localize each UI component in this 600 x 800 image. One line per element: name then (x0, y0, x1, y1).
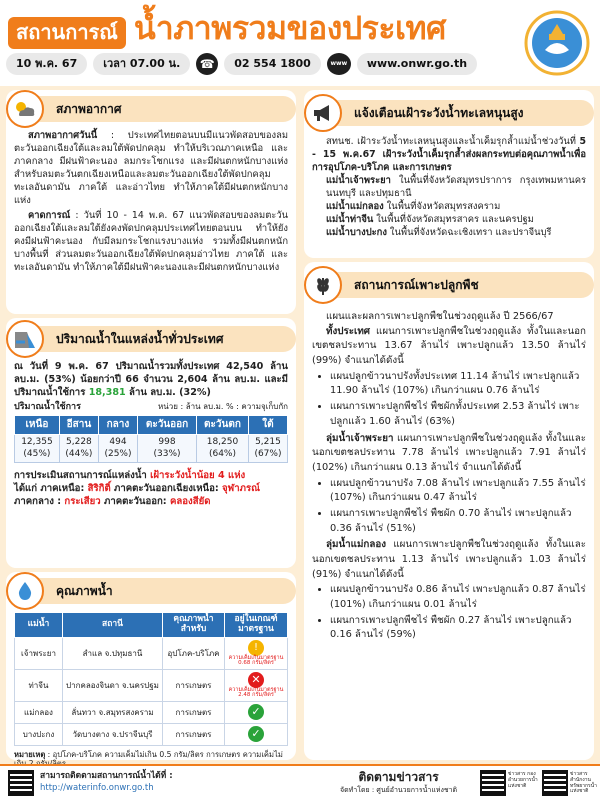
onwr-logo-icon (524, 6, 590, 80)
river-cell: เจ้าพระยา (15, 637, 63, 669)
quality-header (6, 574, 296, 608)
quality-card (6, 572, 296, 760)
water-quality-table (14, 612, 288, 746)
assess-b: ได้แก่ ภาคเหนือ: (14, 482, 88, 494)
title-main: น้ำภาพรวมของประเทศ (133, 9, 446, 47)
weather-title: สภาพอากาศ (26, 96, 296, 122)
river-cell: บางปะกง (15, 723, 63, 745)
list-item: • แผนการเพาะปลูกพืชไร่ พืชผักทั้งประเทศ 2.53 ล้านไร่ เพาะปลูกแล้ว 1.60 ล้านไร่ (63%) (330, 400, 594, 429)
tide-title: แจ้งเตือนเฝ้าระวังน้ำทะเลหนุนสูง (324, 100, 594, 126)
list-item: • แผนปลูกข้าวนาปรัง 7.08 ล้านไร่ เพาะปลูกแล้ว 7.55 ล้านไร่ (107%) เกินกว่าแผน 0.47 ล้านไร่ (330, 477, 594, 506)
dam-central: กระเสียว (64, 496, 101, 508)
region-header: ตะวันตก (197, 416, 249, 435)
table-caption (6, 400, 296, 413)
table-row (15, 669, 288, 701)
region-value: 5,215 (67%) (248, 434, 287, 462)
water-title: ปริมาณน้ำในแหล่งน้ำทั่วประเทศ (26, 326, 296, 352)
region-value: 494 (25%) (98, 434, 137, 462)
status-cell (225, 723, 288, 745)
river-cell: ท่าจีน (15, 669, 63, 701)
crops-chaophraya: ลุ่มน้ำเจ้าพระยา แผนการเพาะปลูกพืชในช่วงฤดูแล้ง ทั้งในและนอกเขตชลประทาน 7.78 ล้านไร่ เพาะปลูกแล้ว 7.91 ล้านไร่ (102%) เกินกว่าแผน 0.13 ล้านไร่ จำแนกได้ดังนี้ (312, 432, 586, 473)
crops-maeklong: ลุ่มน้ำแม่กลอง แผนการเพาะปลูกพืชในช่วงฤดูแล้ง ทั้งในและนอกเขตชลประทาน 1.13 ล้านไร่ เพาะปลูกแล้ว 1.03 ล้านไร่ (91%) จำแนกได้ดังนี้ (312, 539, 586, 580)
check-icon: ✓ (248, 704, 264, 720)
table-row (15, 637, 288, 669)
site-label: สามารถติดตามสถานการณ์น้ำได้ที่ : (40, 771, 173, 781)
weather-today (6, 126, 296, 208)
river-cell: แม่กลอง (15, 701, 63, 723)
list-item: แม่น้ำแม่กลอง ในพื้นที่จังหวัดสมุทรสงคราม (326, 200, 501, 212)
tide-intro (304, 130, 594, 175)
tide-intro-b: 5 - 15 พ.ค.67 เฝ้าระวังน้ำเค็มรุกล้ำส่งผลกระทบต่อคุณภาพน้ำเพื่อการอุปโภค-บริโภค และการเกษตร (312, 136, 586, 173)
status-cell (225, 637, 288, 669)
crops-country-list (304, 370, 594, 430)
water-summary-b: ล้าน ลบ.ม. (32%) (125, 387, 211, 399)
list-item: • แผนการเพาะปลูกพืชไร่ พืชผัก 0.70 ล้านไร่ เพาะปลูกแล้ว 0.36 ล้านไร่ (51%) (330, 507, 594, 536)
tide-list (304, 175, 594, 240)
phone-number[interactable]: 02 554 1800 (224, 53, 321, 74)
follow-title: ติดตามข่าวสาร (358, 770, 439, 784)
col-standard: อยู่ในเกณฑ์มาตรฐาน (225, 613, 288, 638)
crops-country: ทั้งประเทศ แผนการเพาะปลูกพืชในช่วงฤดูแล้ง ทั้งในและนอกเขตชลประทาน 13.67 ล้านไร่ เพาะปลูกแล้ว 13.50 ล้านไร่ (99%) จำแนกได้ดังนี้ (312, 325, 586, 367)
title-prefix: สถานการณ์ (8, 17, 126, 49)
use-cell: การเกษตร (163, 669, 225, 701)
table-header-row (15, 613, 288, 638)
list-item: • แผนปลูกข้าวนาปรังทั้งประเทศ 11.14 ล้านไร่ เพาะปลูกแล้ว 11.90 ล้านไร่ (107%) เกินกว่าแผน 0.76 ล้านไร่ (330, 370, 594, 399)
footer-follow (340, 769, 457, 795)
region-value: 5,228 (44%) (59, 434, 98, 462)
website-link[interactable]: www.onwr.go.th (357, 53, 477, 74)
footer (0, 764, 600, 800)
footer-site (40, 771, 173, 794)
table-header-row (15, 416, 288, 435)
usable-label: ปริมาณน้ำใช้การ (14, 401, 81, 412)
weather-forecast (6, 208, 296, 275)
site-url[interactable]: http://waterinfo.onwr.go.th (40, 782, 154, 793)
list-item: แม่น้ำเจ้าพระยา ในพื้นที่จังหวัดสมุทรปราการ กรุงเทพมหานคร นนทบุรี และปทุมธานี (326, 174, 586, 199)
region-header: กลาง (98, 416, 137, 435)
crops-chaophraya-list (304, 477, 594, 537)
usable-volume: 18,381 (88, 387, 126, 399)
header (0, 0, 600, 86)
warning-icon: ! (248, 640, 264, 656)
dam-east: คลองสียัด (169, 496, 211, 508)
weather-card (6, 90, 296, 314)
dam-icon (6, 320, 44, 358)
water-assessment (6, 465, 296, 509)
remark-text: : อุปโภค-บริโภค ความเค็มไม่เกิน 0.5 กรัม/ลิตร การเกษตร ความเค็มไม่ (47, 749, 283, 759)
region-value: 18,250 (64%) (197, 434, 249, 462)
dam-northeast: จุฬาภรณ์ (222, 482, 260, 494)
station-cell: วัดบางตาง จ.ปราจีนบุรี (63, 723, 163, 745)
tide-intro-a: สทนช. เฝ้าระวังน้ำทะเลหนุนสูงและน้ำเค็มรุกล้ำแม่น้ำช่วงวันที่ (326, 136, 580, 147)
status-note: ความเค็มเกินมาตรฐาน 0.68 กรัม/ลิตร (228, 654, 284, 667)
quality-title: คุณภาพน้ำ (26, 578, 296, 604)
crops-maeklong-list (304, 583, 594, 643)
crops-intro: แผนและผลการเพาะปลูกพืชในช่วงฤดูแล้ง ปี 2566/67 (326, 311, 554, 322)
globe-icon: www (327, 53, 351, 75)
col-station: สถานี (63, 613, 163, 638)
cloud-sun-icon (6, 90, 44, 128)
list-item: แม่น้ำท่าจีน ในพื้นที่จังหวัดสมุทรสาคร และนครปฐม (326, 213, 534, 225)
time-badge: เวลา 07.00 น. (93, 53, 190, 74)
assess-c: ภาคตะวันออกเฉียงเหนือ: (110, 482, 223, 494)
list-item: • แผนปลูกข้าวนาปรัง 0.86 ล้านไร่ เพาะปลูกแล้ว 0.87 ล้านไร่ (101%) เกินกว่าแผน 0.01 ล้านไร่ (330, 583, 594, 612)
crops-card (304, 262, 594, 760)
qr-code-icon[interactable] (480, 770, 506, 796)
weather-header (6, 92, 296, 126)
region-value: 12,355 (45%) (15, 434, 60, 462)
region-water-table (14, 415, 288, 463)
unit-note: หน่วย : ล้าน ลบ.ม. % : ความจุเก็บกัก (157, 401, 288, 411)
today-text: : ประเทศไทยตอนบนมีแนวพัดสอบของลมตะวันออกเฉียงใต้และลมใต้พัดปกคลุม ทำให้บริเวณภาคเหนือ และภาคกลาง มีฝนฟ้าคะนอง ลมกระโชกแรง และมีฝนตกหนักบางแห่ง สำหรับลมตะวันตกเฉียงเหนือและลมตะวันออกเฉียงใต้พัดปกคลุมทะเลอันดามัน ภาคใต้ และอ่าวไทย ทำให้ภาคใต้มีฝนตกหนักบางแห่ง (14, 130, 288, 206)
forecast-text: : วันที่ 10 - 14 พ.ค. 67 แนวพัดสอบของลมตะวันออกเฉียงใต้และลมใต้ยังคงพัดปกคลุมประเทศไทยตอนบน ทำให้ยังคงมีฝนฟ้าคะนอง กับมีลมกระโชกแรงบางแห่ง รวมทั้งมีฝนตกหนักบางพื้นที่ ส่วนลมตะวันออกเฉียงใต้พัดปกคลุมอ่าวไทย ภาคใต้ และทะเลอันดามัน ทำให้ภาคใต้มีฝนฟ้าคะนองและมีฝนตกหนักบางแห่ง (14, 209, 288, 273)
table-row (15, 434, 288, 462)
forecast-label: คาดการณ์ (28, 209, 71, 221)
check-icon: ✓ (248, 726, 264, 742)
water-summary-a: ณ วันที่ 9 พ.ค. 67 ปริมาณน้ำรวมทั้งประเทศ 42,540 ล้าน ลบ.ม. (53%) น้อยกว่าปี 66 จำนวน 2,604 ล้าน ลบ.ม. และมีปริมาณน้ำใช้การ (14, 361, 288, 399)
station-cell: ลั่นทวา จ.สมุทรสงคราม (63, 701, 163, 723)
region-header: อีสาน (59, 416, 98, 435)
cross-icon: ✕ (248, 672, 264, 688)
water-drop-icon (6, 572, 44, 610)
region-value: 998 (33%) (138, 434, 197, 462)
list-item: • แผนการเพาะปลูกพืชไร่ พืชผัก 0.27 ล้านไร่ เพาะปลูกแล้ว 0.16 ล้านไร่ (59%) (330, 614, 594, 643)
tide-header (304, 96, 594, 130)
assess-d: ภาคกลาง : (14, 496, 65, 508)
table-row (15, 701, 288, 723)
megaphone-icon (304, 94, 342, 132)
water-summary (6, 356, 296, 400)
use-cell: อุปโภค-บริโภค (163, 637, 225, 669)
qr1-label: ข่าวสาร กองอำนวยการน้ำแห่งชาติ (508, 771, 538, 789)
low-water-alert: เฝ้าระวังน้ำน้อย 4 แห่ง (150, 469, 246, 481)
assess-e: ภาคตะวันออก: (100, 496, 170, 508)
status-note: ความเค็มเกินมาตรฐาน 2.48 กรัม/ลิตร (228, 686, 284, 699)
water-header (6, 322, 296, 356)
date-badge: 10 พ.ค. 67 (6, 53, 87, 74)
remark-label: หมายเหตุ (14, 749, 46, 759)
qr-code-icon[interactable] (8, 770, 34, 796)
tide-card (304, 90, 594, 258)
list-item: แม่น้ำบางปะกง ในพื้นที่จังหวัดฉะเชิงเทรา และปราจีนบุรี (326, 226, 552, 238)
qr2-label: ข่าวสาร สำนักงานทรัพยากรน้ำแห่งชาติ (570, 771, 597, 795)
use-cell: การเกษตร (163, 723, 225, 745)
page-title (8, 6, 446, 48)
use-cell: การเกษตร (163, 701, 225, 723)
water-card (6, 318, 296, 568)
header-info-bar (6, 52, 526, 76)
region-header: ตะวันออก (138, 416, 197, 435)
region-header: เหนือ (15, 416, 60, 435)
station-cell: ปากคลองจินดา จ.นครปฐม (63, 669, 163, 701)
table-row (15, 723, 288, 745)
follow-sub: จัดทำโดย : ศูนย์อำนวยการน้ำแห่งชาติ (340, 785, 458, 794)
dam-north: สิริกิติ์ (87, 482, 111, 494)
region-header: ใต้ (248, 416, 287, 435)
assess-a: การประเมินสถานการณ์แหล่งน้ำ (14, 469, 151, 481)
station-cell: สำแล จ.ปทุมธานี (63, 637, 163, 669)
crops-title: สถานการณ์เพาะปลูกพืช (324, 272, 594, 298)
crops-header (304, 268, 594, 302)
col-use: คุณภาพน้ำสำหรับ (163, 613, 225, 638)
qr-code-icon[interactable] (542, 770, 568, 796)
status-cell (225, 669, 288, 701)
status-cell (225, 701, 288, 723)
wheat-icon (304, 266, 342, 304)
today-label: สภาพอากาศวันนี้ (28, 130, 98, 141)
col-river: แม่น้ำ (15, 613, 63, 638)
phone-icon: ☎ (196, 53, 218, 75)
